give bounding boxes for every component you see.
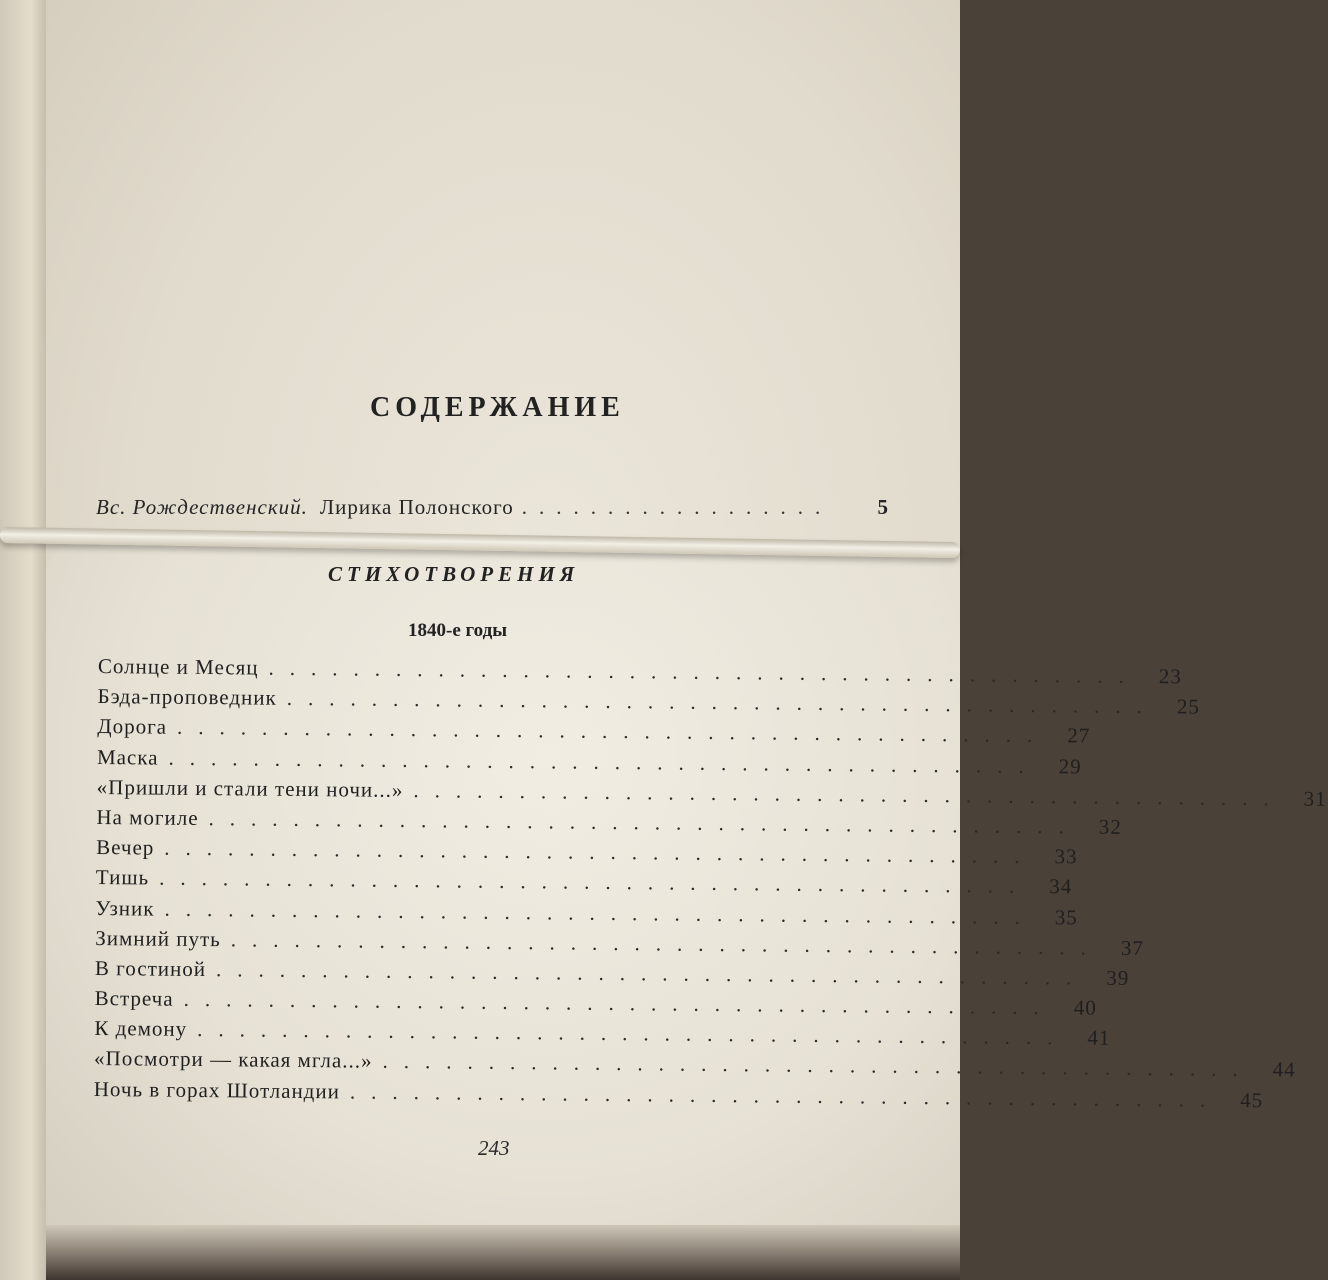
toc-page: 40 — [1073, 995, 1097, 1020]
toc-title: Бэда-проповедник — [97, 684, 277, 710]
toc-title: Узник — [95, 895, 155, 921]
toc-page: 39 — [1106, 965, 1130, 990]
leader-dots: ......................................... — [413, 777, 1285, 811]
leader-dots: ......................................... — [183, 986, 1055, 1020]
page-number: 243 — [478, 1136, 510, 1160]
toc-title: Вечер — [96, 835, 155, 860]
toc-title: Ночь в горах Шотландии — [93, 1076, 341, 1103]
intro-work: Лирика Полонского — [319, 495, 514, 519]
intro-author: Вс. Рождественский. — [96, 495, 308, 519]
toc-page: 32 — [1098, 814, 1122, 839]
toc-page: 33 — [1054, 844, 1078, 869]
leader-dots: ......................................... — [349, 1079, 1222, 1112]
leader-dots: ......................................... — [208, 806, 1080, 839]
intro-entry — [96, 495, 888, 525]
leader-dots: ......................................... — [382, 1049, 1254, 1082]
toc-title: На могиле — [96, 804, 199, 830]
leader-dots: ......................................... — [159, 865, 1031, 899]
toc-page: 27 — [1067, 723, 1091, 748]
toc-page: 31 — [1303, 786, 1327, 811]
toc-title: Маска — [96, 744, 159, 770]
leader-dots: ......................................... — [197, 1017, 1069, 1050]
section-heading: СТИХОТВОРЕНИЯ — [328, 562, 580, 586]
toc-page: 29 — [1058, 753, 1082, 779]
toc-page: 34 — [1049, 874, 1073, 899]
toc-page: 35 — [1054, 904, 1078, 929]
contents-heading: СОДЕРЖАНИЕ — [370, 392, 625, 423]
toc-title: Солнце и Месяц — [97, 654, 259, 680]
toc-title: «Пришли и стали тени ночи...» — [96, 774, 404, 802]
leader-dots: ......................................... — [268, 655, 1140, 689]
toc-title: «Посмотри — какая мгла...» — [94, 1046, 373, 1074]
toc-title: К демону — [94, 1016, 188, 1042]
toc-title: Дорога — [97, 714, 168, 740]
leader-dots: ......................................... — [176, 715, 1049, 748]
toc-page: 44 — [1272, 1057, 1296, 1082]
toc-list — [93, 654, 1327, 1122]
toc-page: 41 — [1087, 1025, 1111, 1050]
toc-entry — [93, 1076, 1264, 1115]
page-bottom-shadow — [46, 1225, 960, 1280]
leader-dots: ......................................... — [215, 957, 1088, 990]
subsection-heading: 1840-е годы — [408, 620, 508, 641]
toc-page: 45 — [1240, 1087, 1264, 1112]
toc-page: 37 — [1120, 935, 1145, 960]
toc-title: Встреча — [94, 986, 174, 1011]
toc-page: 23 — [1158, 664, 1182, 689]
toc-title: Тишь — [95, 865, 150, 890]
leader-dots: ......................................... — [164, 835, 1036, 869]
leader-dots: ......................................... — [168, 745, 1040, 778]
intro-page: 5 — [877, 495, 888, 519]
facing-page-edge — [0, 0, 52, 1280]
leader-dots: ......................................... — [230, 926, 1103, 960]
toc-title: В гостиной — [94, 955, 207, 981]
toc-page: 25 — [1176, 694, 1201, 719]
leader-dots: ......................................... — [286, 686, 1159, 719]
toc-title: Зимний путь — [95, 925, 221, 951]
leader-dots: ......................................... — [164, 896, 1036, 929]
leader-dots: .................. — [521, 495, 833, 519]
